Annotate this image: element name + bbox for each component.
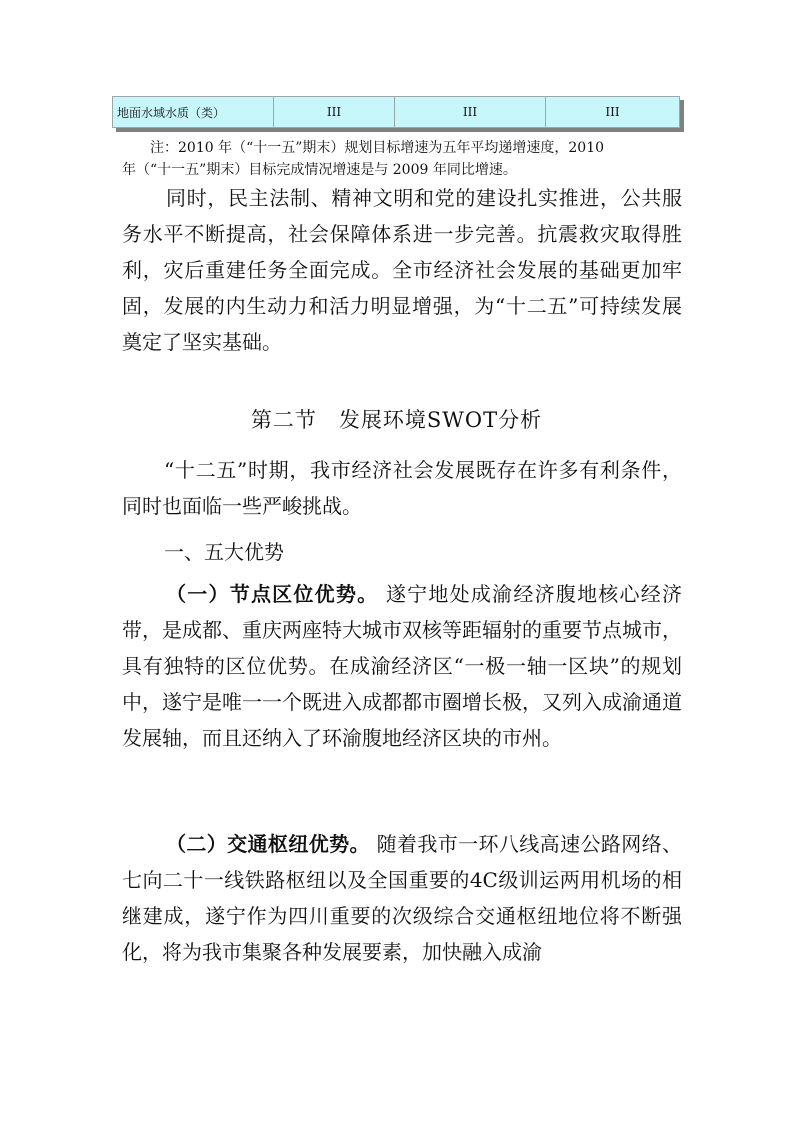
- row-label: 地面水域水质（类）: [113, 97, 274, 128]
- paragraph-intro: “十二五”时期，我市经济社会发展既存在许多有利条件，同时也面临一些严峻挑战。: [122, 458, 682, 518]
- advantage-location-title: （一）节点区位优势。: [166, 582, 379, 606]
- note-line-2: 年（“十一五”期末）目标完成情况增速是与 2009 年同比增速。: [122, 162, 517, 178]
- advantage-transport-text: 随着我市一环八线高速公路网络、七向二十一线铁路枢纽以及全国重要的4C级训运两用机场的相继建成，遂宁作为四川重要的次级综合交通枢纽地位将不断强化，将为我市集聚各种发展要素，加快融入成渝: [122, 832, 683, 964]
- paragraph-achievements: 同时，民主法制、精神文明和党的建设扎实推进，公共服务水平不断提高，社会保障体系进一步完善。抗震救灾取得胜利，灾后重建任务全面完成。全市经济社会发展的基础更加牢固，发展的内生动力和活力明显增强，为“十二五”可持续发展奠定了坚实基础。: [122, 186, 682, 354]
- note-line-1: 注：2010 年（“十一五”期末）规划目标增速为五年平均递增速度，2010: [150, 140, 605, 156]
- subheading-advantages: 一、五大优势: [164, 540, 284, 564]
- paragraph-advantage-location: [122, 576, 682, 756]
- advantage-transport-title: （二）交通枢纽优势。: [166, 832, 370, 856]
- cell-target-2010: III: [395, 97, 546, 128]
- paragraph-advantage-transport: [122, 826, 682, 970]
- advantage-location-text: 遂宁地处成渝经济腹地核心经济带，是成都、重庆两座特大城市双核等距辐射的重要节点城市，具有独特的区位优势。在成渝经济区“一极一轴一区块”的规划中，遂宁是唯一一个既进入成都都市圈增长极，又列入成渝通道发展轴，而且还纳入了环渝腹地经济区块的市州。: [122, 582, 683, 750]
- section-heading: 第二节 发展环境SWOT分析: [250, 408, 543, 432]
- cell-planned-target: III: [274, 97, 395, 128]
- indicator-table: [112, 96, 680, 130]
- table-note: [122, 137, 682, 181]
- table-row: [112, 96, 680, 128]
- cell-actual-2010: III: [546, 97, 680, 128]
